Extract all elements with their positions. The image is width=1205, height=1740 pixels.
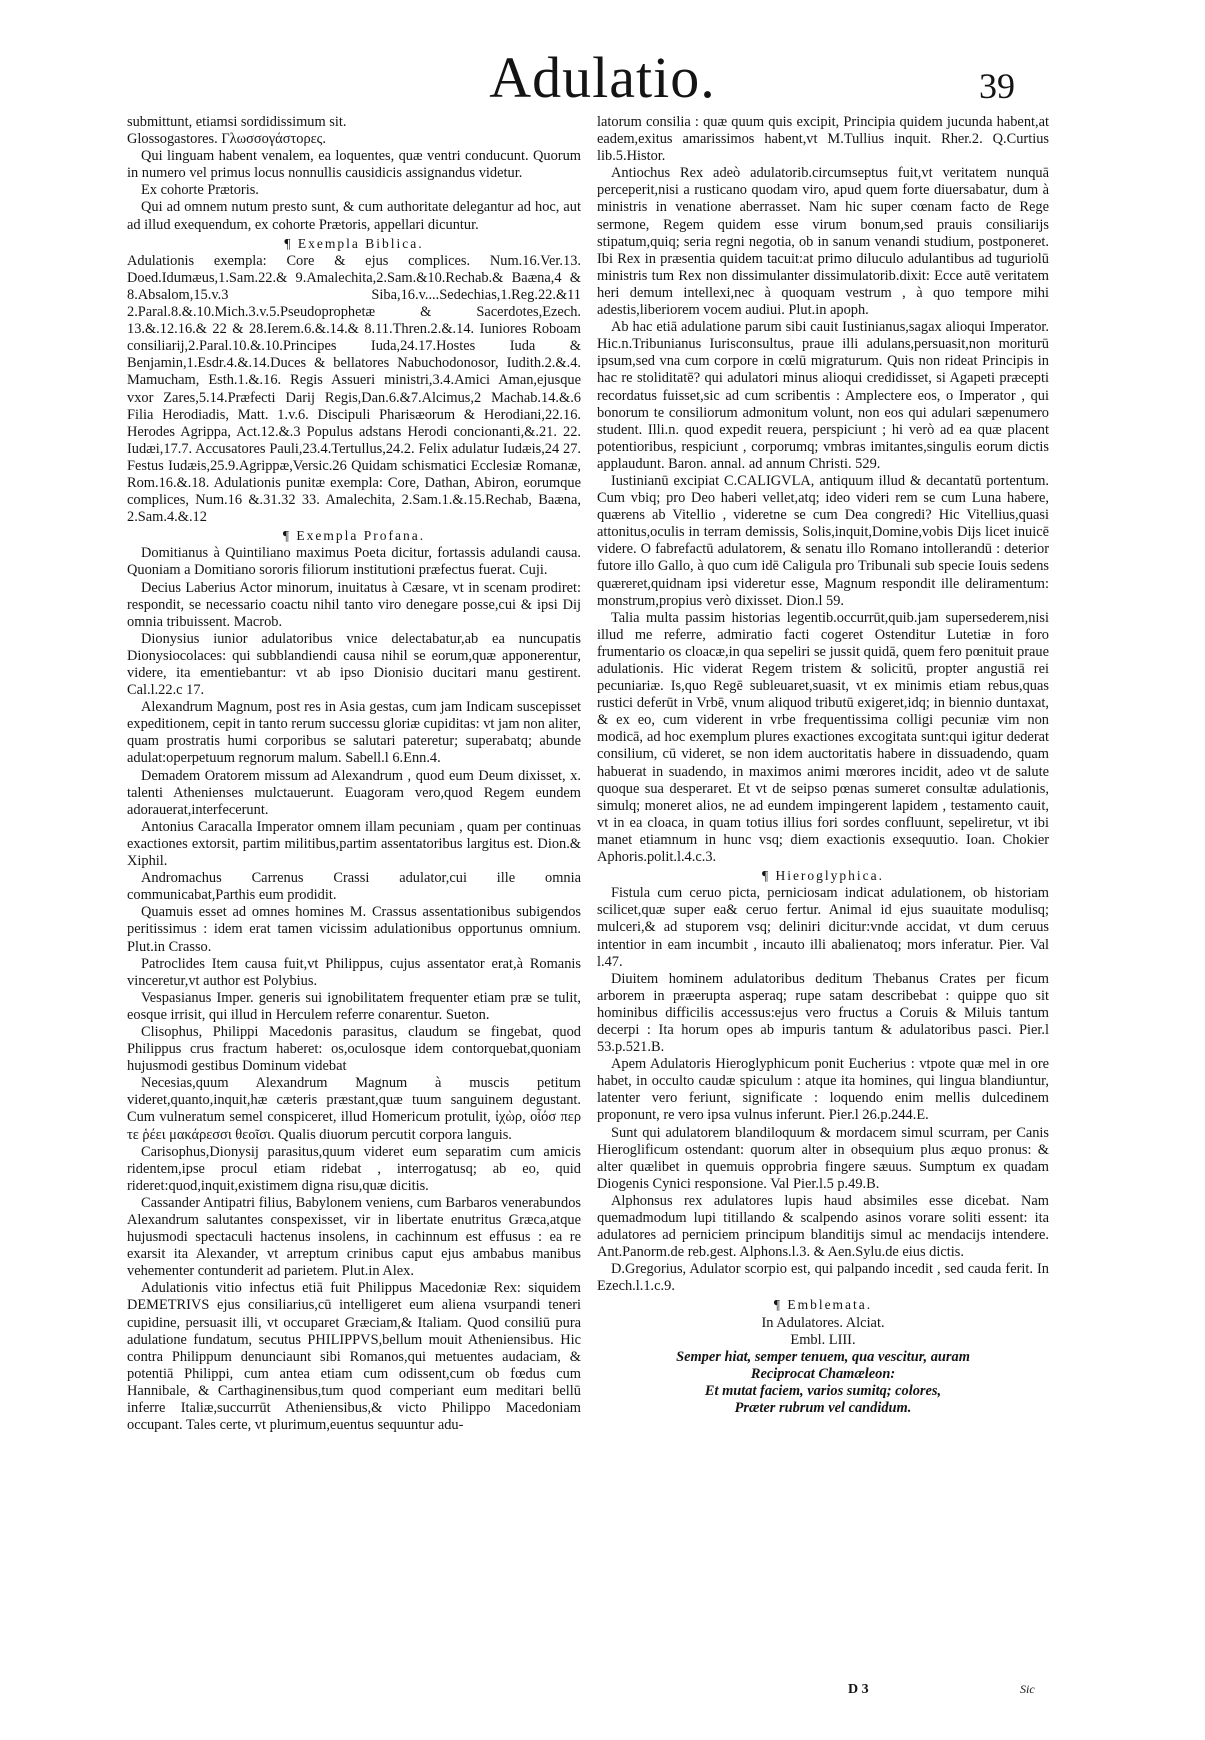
left-paragraph: Quamuis esset ad omnes homines M. Crassus assentationibus subigendos peritissimus : idem erat tamen vicissim adulationibus opportunus omnium. Plut.in Crasso. (127, 904, 581, 955)
page-number: 39 (979, 66, 1015, 106)
catchword: Sic (1020, 1682, 1035, 1696)
left-paragraph: Clisophus, Philippi Macedonis parasitus, claudum se fingebat, quod Philippus crus fractum haberet: os,oculosque idem contorquebat,quoniam hujusmodi gestibus Dominum videbat (127, 1023, 581, 1075)
right-paragraph: Reciprocat Chamæleon: (750, 1365, 896, 1382)
right-column (597, 114, 1049, 1417)
right-paragraph: Fistula cum ceruo picta, perniciosam indicat adulationem, ob historiam scilicet,quæ super ea& ceruo fertur. Animal id ejus suauitate modulisq; mulceri,& ad stuporem vsq; deliniri dicitur:vnde accidat, vt dum ceruus intentior in eam incumbit , incauto illi abalienatoq; mors inferatur. Pier. Val l.47. (597, 885, 1049, 970)
left-paragraph: Antonius Caracalla Imperator omnem illam pecuniam , quam per continuas exactiones extorsit, partim militibus,partim assentatoribus largitus est. Dion.& Xiphil. (127, 818, 581, 870)
right-paragraph: ¶ Hieroglyphica. (761, 868, 885, 884)
left-paragraph: Vespasianus Imper. generis sui ignobilitatem frequenter etiam præ se tulit, eosque irrisit, qui illud in Herculem referre conarentur. Sueton. (127, 989, 581, 1023)
right-paragraph: Talia multa passim historias legentib.occurrūt,quib.jam supersederem,nisi illud me referre, admiratio facti cogeret Ostenditur Lutetiæ in foro frumentario os cloacæ,in qua sepeliri se jussit quidā, quem fero pœnituit praue adulationis. Hic viderat Regem tristem & solicitū, propter angustiā rei pecuniariæ. Is,quo Regē subleuaret,suasit, vt ex minimis etiam rebus,quas rustici deferūt in Vrbē, vnum aliquod tributū exigeret,idq; in biennio duntaxat, & ex eo, cum viderent in vrbe frequentissima colligi pecuniæ vim non modicā, ad hoc exemplum plures exactiones excogitata sunt:qui igitur dederat consilium, cū videret, se non idem auctoritatis habere in dissuadendo, quam habuerat in suadendo, in maximos animi mœrores incidit, adeo vt de salute quoque sua desperaret. Et vt de seipso pœnas sumeret consultæ adulationis, simulq; moneret alios, ne ad eundem impingerent lapidem , testamento cauit, vt in ea cloaca, in quam totius illius fori sordes confluunt, sepeliretur, vt ibi manet etiamnum in hunc vsq; diem exactionis exsequutio. Ioan. Chokier Aphoris.polit.l.4.c.3. (597, 609, 1049, 866)
right-paragraph: D.Gregorius, Adulator scorpio est, qui palpando incedit , sed cauda ferit. In Ezech.l.1.c.9. (597, 1261, 1049, 1295)
left-paragraph: ¶ Exempla Biblica. (284, 235, 424, 251)
left-paragraph: Necesias,quum Alexandrum Magnum à muscis petitum videret,quanto,inquit,hæ cæteris præstant,quæ tuum sanguinem degustant. Cum vulneratum semel conspiceret, illud Homericum protulit, ἰχὼρ, οἷόσ περ τε ῥέει μακάρεσσι θεοῖσι. Qualis diuorum percutit corpora languis. (127, 1075, 581, 1143)
left-paragraph: submittunt, etiamsi sordidissimum sit. (127, 114, 347, 130)
left-paragraph: Andromachus Carrenus Crassi adulator,cui ille omnia communicabat,Parthis eum prodidit. (127, 870, 581, 904)
left-paragraph: Dionysius iunior adulatoribus vnice delectabatur,ab ea nuncupatis Dionysiocolaces: qui subblandiendi causa nihil se eorum,quæ apponerentur, videre, ita ementiebantur: vt ab ipso Dionisio ducitari manu gestirent. Cal.l.22.c 17. (127, 630, 581, 699)
running-head: Adulatio. (489, 45, 716, 110)
right-paragraph: ¶ Emblemata. (773, 1297, 873, 1313)
right-paragraph: Antiochus Rex adeò adulatorib.circumseptus fuit,vt veritatem nunquā perceperit,nisi a rusticano quodam viro, apud quem forte diuersabatur, dum à ministris in venatione aberrasset. Nam hic super cœnam facto de Rege sermone, Regem quidem esse virum bonum,sed prauis consiliarijs stipatum,quiq; seria regni negotia, ob in sanum venandi studium, postponeret. Ibi Rex in præsentia quidem tacuit:at primo diluculo adulantibus ad tuguriolū ministris tum Rex non dissimulanter dissimulatorib.dixit: Ecce autē veritatem heri demum intellexi,nec à quoquam vestrum , à quo tempore mihi adestis,liberiorem vocem audiui. Plut.in apoph. (597, 165, 1049, 319)
right-paragraph: Præter rubrum vel candidum. (734, 1400, 912, 1417)
left-paragraph: Decius Laberius Actor minorum, inuitatus à Cæsare, vt in scenam prodiret: respondit, se necessario coactu nihil tanto viro denegare posse,cui & ipsi Dij omnia tribuissent. Macrob. (127, 579, 581, 630)
right-paragraph: Sunt qui adulatorem blandiloquum & mordacem simul scurram, per Canis Hieroglificum ostendant: quorum alter in obsequium plus æquo pronus: & alter quælibet in quemuis opprobria fingere sæuus. Sumptum ex quadam Diogenis Cynici responsione. Val Pier.l.5 p.49.B. (597, 1124, 1049, 1192)
right-paragraph: Et mutat faciem, varios sumitq; colores, (704, 1382, 942, 1399)
left-paragraph: Ex cohorte Prætoris. (141, 182, 259, 199)
left-paragraph: Patroclides Item causa fuit,vt Philippus, cujus assentator erat,à Romanis vinceretur,vt author est Polybius. (127, 955, 581, 989)
right-paragraph: Ab hac etiā adulatione parum sibi cauit Iustinianus,sagax alioqui Imperator. Hic.n.Tribunianus Iurisconsultus, praue illi adulans,persuasit,non moriturū ipsum,sed vna cum corpore in cœlū migraturum. Quis non rideat Principis in hac re stoliditatē? qui adulatori minus alioqui credidisset, si Agapeti præcepti recordatus fuisset,sic ad cum scribentis : Amplectere eos, o Imperator , qui bonorum te consiliorum admonitum volunt, non eos qui adulari sæpenumero student. Illi.n. quod expedit reuera, perspiciunt ; hi verò ad ea quæ placent potentioribus, respiciunt , corporumq; vmbras imitantes,singulis eorum dictis applaudunt. Baron. annal. ad annum Christi. 529. (597, 319, 1049, 472)
left-paragraph: ¶ Exempla Profana. (282, 528, 426, 544)
left-paragraph: Carisophus,Dionysij parasitus,quum videret eum separatim cum amicis ridentem,ipse procul etiam ridebat , interrogatusq; ab eo, quid rideret:quod,inquit,existimem digna risu,quæ dicitis. (127, 1143, 581, 1194)
right-paragraph: Diuitem hominem adulatoribus deditum Thebanus Crates per ficum arborem in præerupta asperaq; rupe satam describebat : quippe quo sit hominibus difficilis accessus:ejus vero fructus a Coruis & Miluis tantum decerpi : Ita horum opes ab impuris tantum & adulatoribus pasci. Pier.l 53.p.521.B. (597, 970, 1049, 1056)
left-paragraph: Adulationis vitio infectus etiā fuit Philippus Macedoniæ Rex: siquidem DEMETRIVS ejus consiliarius,cū intelligeret eum aliena vsurpandi teneri cupidine, persuasit illi, vt occuparet Græciam,& Italiam. Quod consiliū pura adulatione fundatum, secutus PHILIPPVS,bellum mouit Atheniensibus. Hic contra Philippum denunciaunt sibi Romanos,qui metuentes audaciam, & potentiā Philippi, cum antea etiam cum odissent,cum ob fœdus cum Hannibale, & Carthaginensibus,tum quod comperiant eum meditari bellū inferre Italiæ,succurrūt Atheniensibus,& victo Philippo Macedoniam occupant. Tales certe, vt plurimum,euentus sequuntur adu- (127, 1280, 581, 1434)
right-paragraph: Iustinianū excipiat C.CALIGVLA, antiquum illud & decantatū portentum. Cum vbiq; pro Deo haberi vellet,atq; ideo videri rem se cum Luna habere, quærens ab Vitellio , videretne se cum Dea congredi? Hic Vitellius,quasi attonitus,oculis in terram demissis, Solis,inquit,Domine,vobis Dijs licet inuicē videre. O fabrefactū adulatorem, & senatu illo Romano intollerandū : deterior futore illo Gallo, à quo cum idē Caligula pro Tribunali sub specie Iouis sedens quæreret,quidnam ipsi videretur esse, Magnum respondit ille deliramentum: monstrum,propius verò dixisset. Dion.l 59. (597, 472, 1049, 609)
left-paragraph: Adulationis exempla: Core & ejus complices. Num.16.Ver.13. Doed.Idumæus,1.Sam.22.& 9.Amalechita,2.Sam.&10.Rechab.& Baæna,4 & 8.Absalom,15.v.3 Siba,16.v....Sedechias,1.Reg.22.&11 2.Paral.8.&.10.Mich.3.v.5.Pseudoprophetæ & Sacerdotes,Ezech. 13.&.12.16.& 22 & 28.Ierem.6.&.14.& 8.11.Thren.2.&.14. Iuniores Roboam consiliarij,2.Paral.10.&.10.Principes Iuda,24.17.Hostes Iuda & Benjamin,1.Esdr.4.&.14.Duces & bellatores Nabuchodonosor, Iudith.2.&.4. Mamucham, Esth.1.&.16. Regis Assueri ministri,3.4.Amici Aman,ejusque vxor Zares,5.14.Præfecti Darij Regis,Dan.6.&7.Alcimus,2 Machab.14.&.6 Filia Herodiadis, Matt. 1.v.6. Discipuli Pharisæorum & Herodiani,22.16. Herodes Agrippa, Act.12.&.3 Populus adstans Herodi concionanti,&.21. 22. Iudæi,17.7. Accusatores Pauli,23.4.Tertullus,24.2. Felix adulatur Iudæis,24 27. Festus Iudæis,25.9.Agrippæ,Versic.26 Quidam schismatici Ecclesiæ Romanæ, Rom.16.&.18. Adulationis punitæ exempla: Core, Dathan, Abiron, eorumque complices, Num.16 &.31.32 33. Amalechita, 2.Sam.1.&.15.Rechab, Baæna, 2.Sam.4.&.12 (127, 252, 581, 526)
left-paragraph: Glossogastores. Γλωσσογάστορες. (127, 131, 326, 148)
left-paragraph: Qui ad omnem nutum presto sunt, & cum authoritate delegantur ad hoc, aut ad illud exequendum, ex cohorte Prætoris, appellari dicuntur. (127, 199, 581, 233)
left-paragraph: Domitianus à Quintiliano maximus Poeta dicitur, fortassis adulandi causa. Quoniam a Domitiano sororis filiorum institutioni præfectus fuerat. Cuji. (127, 545, 581, 579)
signature-mark: D 3 (848, 1682, 869, 1697)
right-paragraph: Semper hiat, semper tenuem, qua vescitur, auram (676, 1348, 970, 1365)
right-paragraph: Apem Adulatoris Hieroglyphicum ponit Eucherius : vtpote quæ mel in ore habet, in occulto caudæ spiculum : atque ita homines, qui lingua blandiuntur, latenter vero feriunt, significate : loquendo enim mellis dulcedinem proponunt, re vero ipsa vulnus inferunt. Pier.l 26.p.244.E. (597, 1056, 1049, 1124)
right-paragraph: In Adulatores. Alciat. (761, 1314, 885, 1331)
right-paragraph: Alphonsus rex adulatores lupis haud absimiles esse dicebat. Nam quemadmodum lupi titillando & scalpendo asinos vorare soliti essent: ita adulatores ad perniciem principum blanditijs simul ac mendacijs intendere. Ant.Panorm.de reb.gest. Alphons.l.3. & Aen.Sylu.de eius dictis. (597, 1192, 1049, 1261)
left-column (127, 114, 581, 1434)
left-paragraph: Alexandrum Magnum, post res in Asia gestas, cum jam Indicam suscepisset expeditionem, cepit in tanto rerum successu gloriæ cupiditas: vt jam non aliter, quam prostratis humi corporibus se salutari pateretur; superabatq; abunde adulat:operpetuum regnorum malum. Sabell.l 6.Enn.4. (127, 699, 581, 767)
left-paragraph: Qui linguam habent venalem, ea loquentes, quæ ventri conducunt. Quorum in numero vel primus locus nonnullis causidicis assignandus videtur. (127, 148, 581, 182)
right-paragraph: latorum consilia : quæ quum quis excipit, Principia quidem jucunda habent,at eadem,exitus amarissimos habent,vt M.Tullius inquit. Rher.2. Q.Curtius lib.5.Histor. (597, 114, 1049, 165)
left-paragraph: Cassander Antipatri filius, Babylonem veniens, cum Barbaros venerabundos Alexandrum salutantes conspexisset, vir in libertate enutritus Græca,atque hujusmodi spectaculi hactenus insolens, in cachinnum est effusus : ea re exarsit ita Alexander, vt arreptum crinibus caput ejus ambabus manibus vehementer contunderit ad parietem. Plut.in Alex. (127, 1194, 581, 1280)
left-paragraph: Demadem Oratorem missum ad Alexandrum , quod eum Deum dixisset, x. talenti Athenienses mulctauerunt. Euagoram vero,quod Regem eundem adorauerat,interfecerunt. (127, 767, 581, 818)
right-paragraph: Embl. LIII. (790, 1331, 856, 1348)
